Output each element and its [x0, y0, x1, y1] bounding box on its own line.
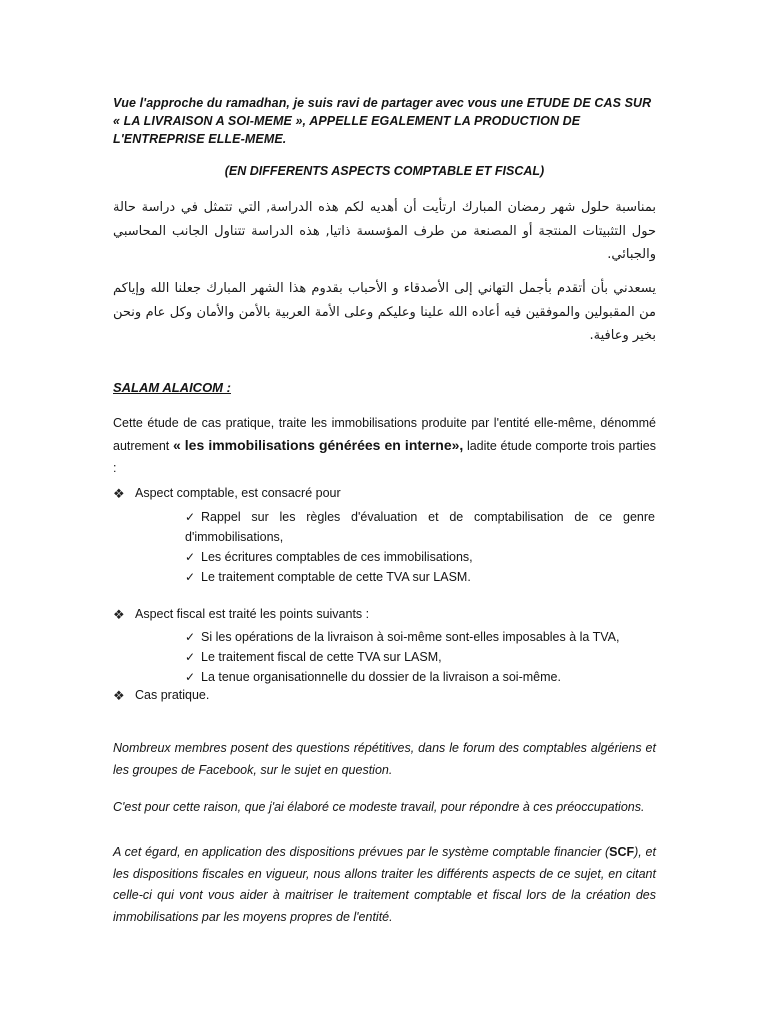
list-item-label: Aspect fiscal est traité les points suivants : — [135, 607, 370, 621]
intro-body-paragraph — [113, 412, 656, 479]
intro-paragraph: Vue l'approche du ramadhan, je suis ravi de partager avec vous une ETUDE DE CAS SUR « LA LIVRAISON A SOI-MEME », APPELLE EGALEMENT LA PRODUCTION DE L'ENTREPRISE ELLE-MEME. — [113, 96, 652, 146]
check-icon: ✓ — [185, 650, 196, 664]
diamond-bullet-icon: ❖ — [113, 688, 125, 703]
forum-paragraph: Nombreux membres posent des questions répétitives, dans le forum des comptables algériens et les groupes de Facebook, sur le sujet en question. — [113, 741, 656, 777]
sub-list-item-label: Si les opérations de la livraison à soi-même sont-elles imposables à la TVA, — [201, 630, 620, 644]
reason-paragraph: C'est pour cette raison, que j'ai élaboré ce modeste travail, pour répondre à ces préoccupations. — [113, 800, 645, 814]
arabic-paragraph-2: يسعدني بأن أتقدم بأجمل التهاني إلى الأصدقاء و الأحباب بقدوم هذا الشهر المبارك جعلنا الله وإياكم من المقبولين والموفقين فيه أعاده الله علينا وعليكم وعلى الأمة العربية بالأمن والأمان وكل عام ونحن بخير وعافية. — [113, 281, 656, 343]
check-icon: ✓ — [185, 510, 196, 524]
check-icon: ✓ — [185, 550, 196, 564]
scf-paragraph — [113, 842, 656, 928]
check-icon: ✓ — [185, 630, 196, 644]
subtitle: (EN DIFFERENTS ASPECTS COMPTABLE ET FISCAL) — [224, 164, 545, 178]
sub-list-item — [185, 567, 655, 587]
sub-list-item-label: La tenue organisationnelle du dossier de la livraison a soi-même. — [201, 670, 561, 684]
sub-list-item-label: Les écritures comptables de ces immobilisations, — [201, 550, 473, 564]
sub-list-item-label: Rappel sur les règles d'évaluation et de comptabilisation de ce genre d'immobilisations, — [185, 510, 655, 544]
list-item — [113, 486, 655, 501]
list-item — [113, 607, 655, 622]
sub-list-item-label: Le traitement fiscal de cette TVA sur LASM, — [201, 650, 442, 664]
diamond-bullet-icon: ❖ — [113, 486, 125, 501]
highlighted-term: « les immobilisations générées en interne», — [172, 437, 464, 453]
arabic-paragraph-1: بمناسبة حلول شهر رمضان المبارك ارتأيت أن أهديه لكم هذه الدراسة, التي تتمثل في دراسة حالة حول التثبيتات المنتجة أو المصنعة من طرف المؤسسة ذاتيا, هذه الدراسة تتناول الجانب المحاسبي والجبائي. — [113, 200, 656, 262]
check-icon: ✓ — [185, 670, 196, 684]
diamond-bullet-icon: ❖ — [113, 607, 125, 622]
greeting-heading: SALAM ALAICOM : — [113, 380, 231, 395]
sub-list-item — [185, 667, 655, 687]
sub-list-item — [185, 627, 655, 647]
scf-text-end: ), et les dispositions fiscales en vigueur, nous allons traiter les différents aspects de ce sujet, en citant celle-ci qui vont vous aider à maitriser le traitement comptable et fiscal lors de la création des immobilisations par les moyens propres de l'entité. — [113, 845, 656, 924]
list-item-label: Cas pratique. — [135, 688, 210, 702]
intro-body-text-end: ladite étude comporte trois parties : — [113, 439, 656, 475]
sub-list-item — [185, 547, 655, 567]
check-icon: ✓ — [185, 570, 196, 584]
scf-acronym: SCF — [609, 845, 635, 859]
list-item-label: Aspect comptable, est consacré pour — [135, 486, 341, 500]
scf-text: A cet égard, en application des dispositions prévues par le système comptable financier ( — [113, 845, 610, 859]
list-item — [113, 688, 655, 703]
sub-list-item-label: Le traitement comptable de cette TVA sur LASM. — [201, 570, 471, 584]
sub-list-item — [185, 507, 655, 547]
intro-body-text: Cette étude de cas pratique, traite les immobilisations produite par l'entité elle-même, dénommé autrement — [113, 416, 656, 453]
sub-list-item — [185, 647, 655, 667]
